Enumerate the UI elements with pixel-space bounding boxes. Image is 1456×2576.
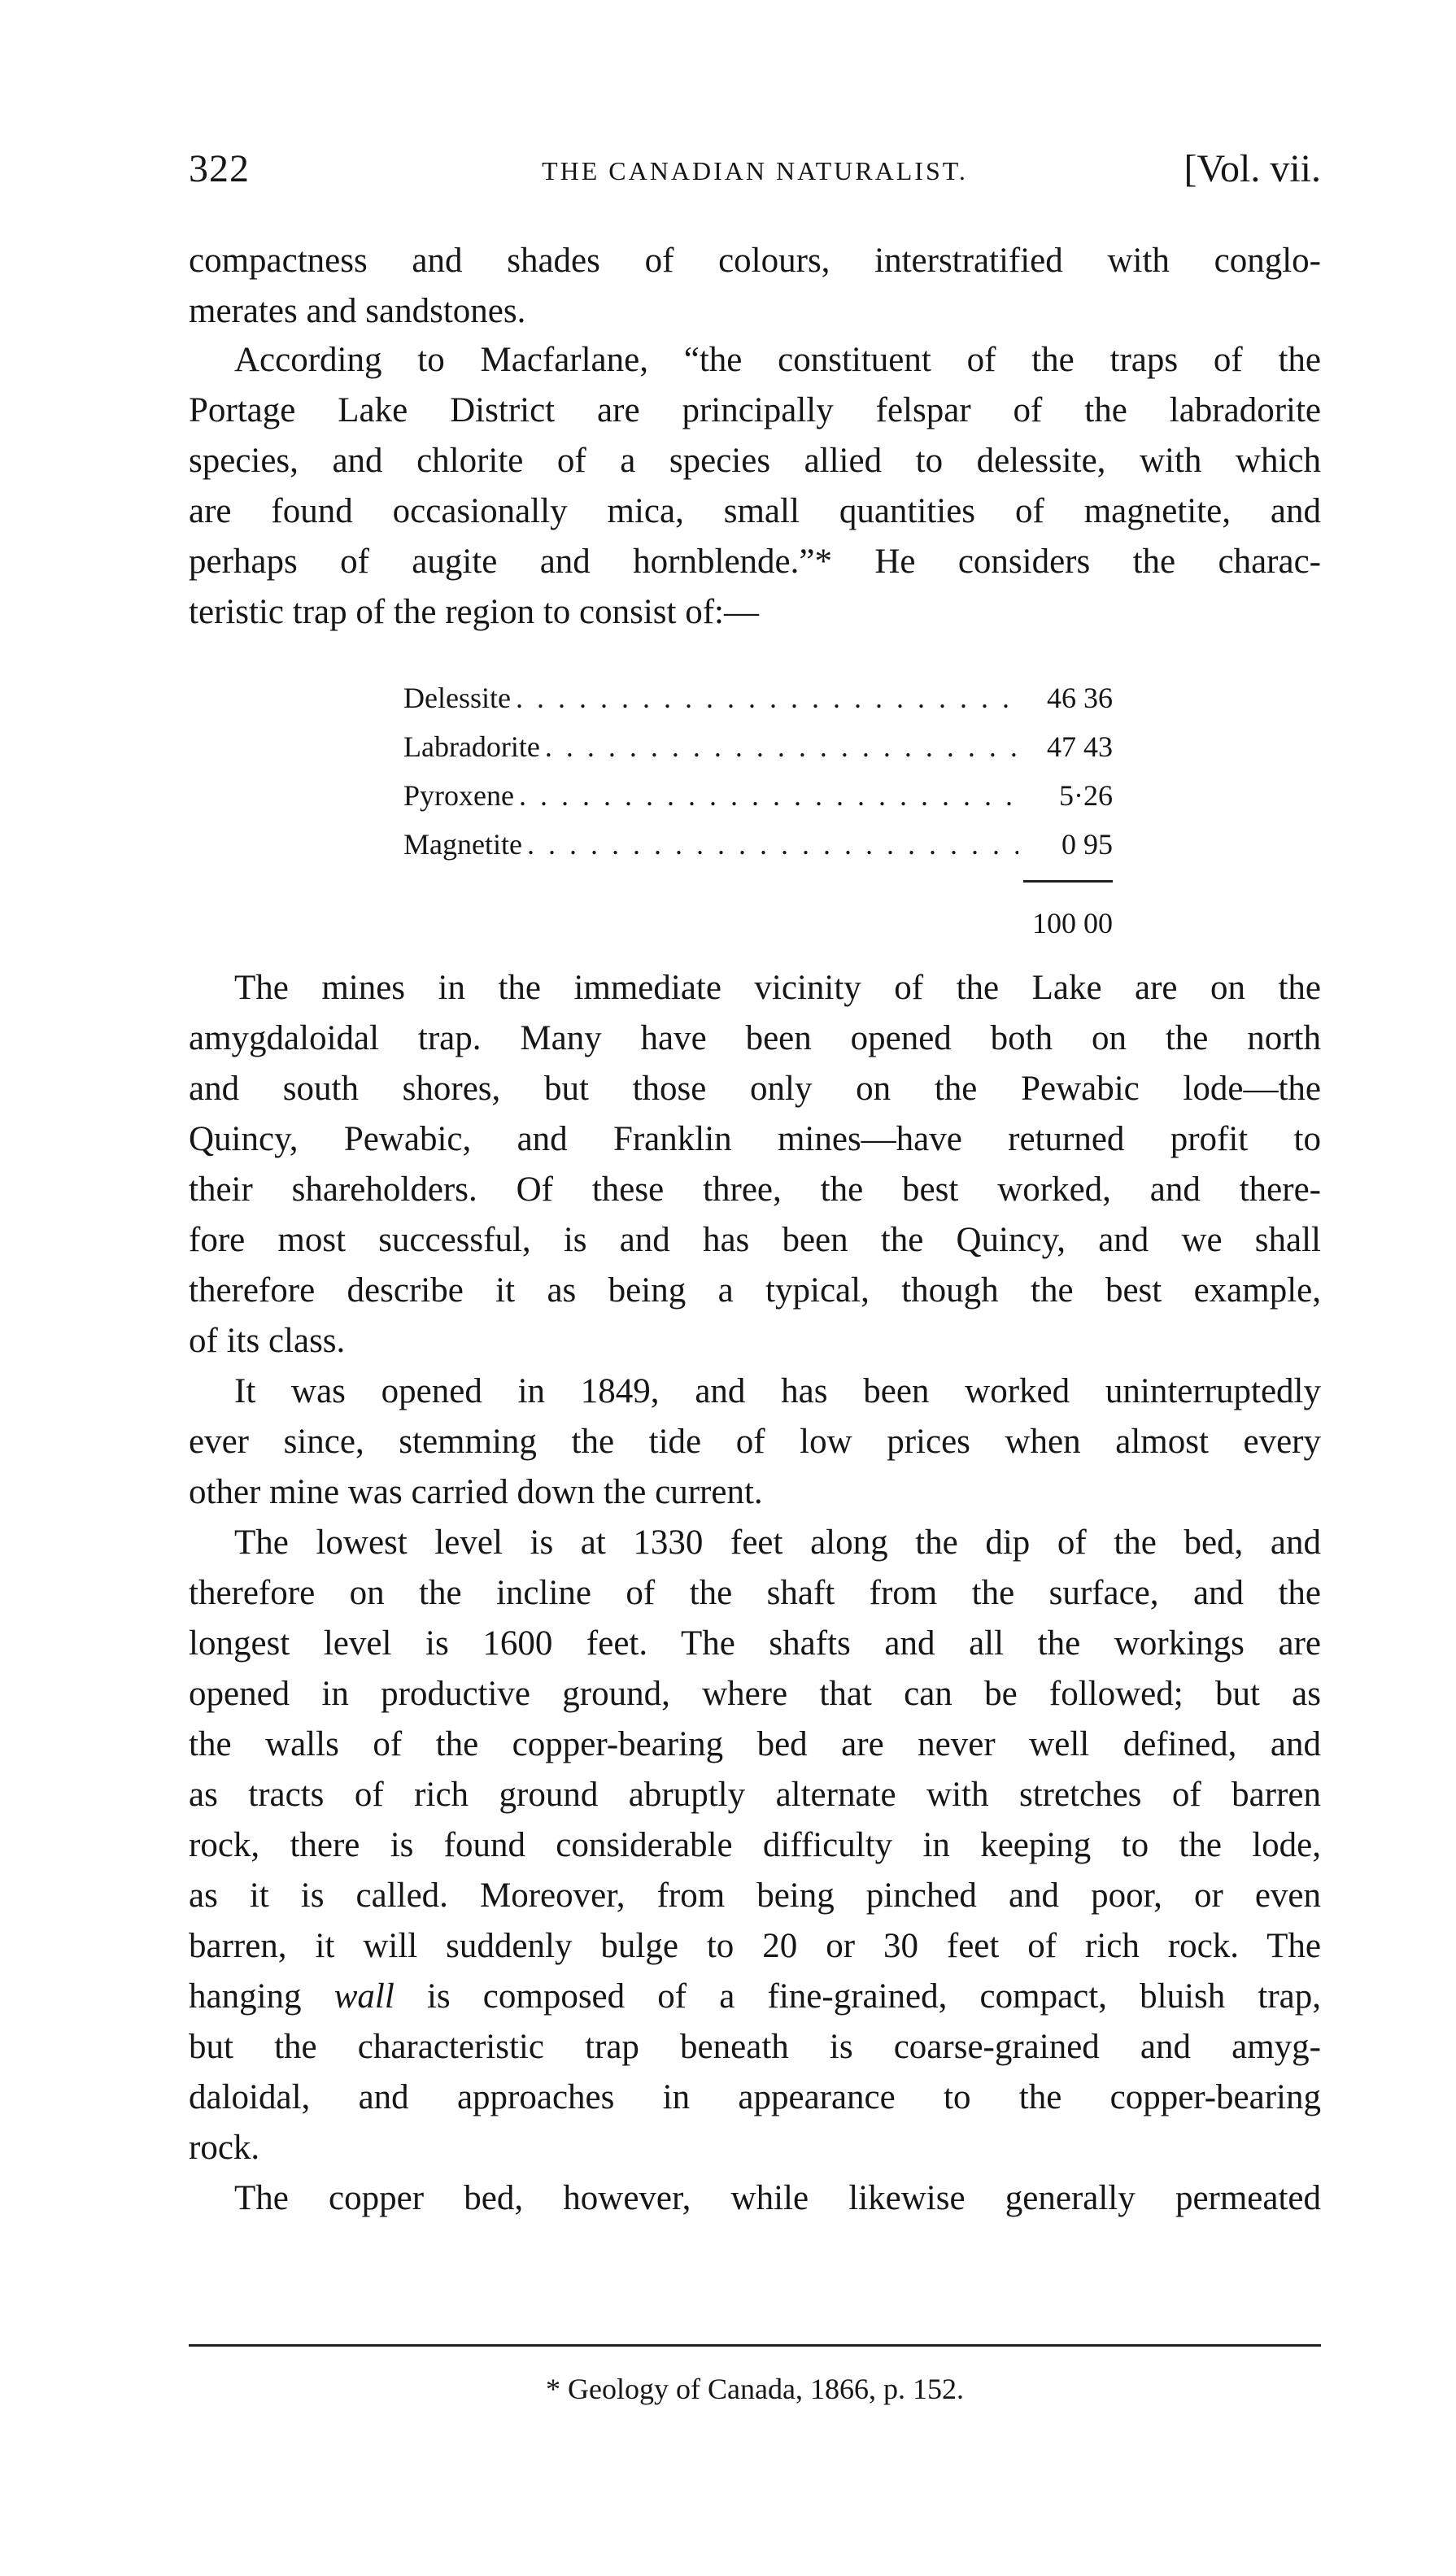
text-line: daloidal, and approaches in appearance to the copper-bearing: [189, 2078, 1321, 2116]
text-line: ever since, stemming the tide of low prices when almost every: [189, 1423, 1321, 1461]
table-row: [403, 673, 1113, 722]
text-line: The copper bed, however, while likewise generally permeated: [234, 2179, 1321, 2217]
body-text-main: [189, 963, 1321, 2224]
text-line: perhaps of augite and hornblende.”* He considers the charac-: [189, 543, 1321, 581]
running-head: [189, 146, 1321, 203]
mineral-name: Magnetite: [403, 828, 522, 861]
mineral-percent: 0 95: [1061, 828, 1113, 861]
text-line: The mines in the immediate vicinity of the Lake are on the: [234, 969, 1321, 1007]
paragraph-macfarlane: [189, 335, 1321, 638]
table-row: [403, 820, 1113, 869]
text-line: According to Macfarlane, “the constituent of the traps of the: [234, 341, 1321, 379]
mineral-name: Delessite: [403, 682, 511, 714]
italic-word: wall: [333, 1977, 395, 2016]
trap-composition-table: [403, 673, 1113, 869]
text-line: of its class.: [189, 1322, 346, 1360]
text-line: amygdaloidal trap. Many have been opened both on the north: [189, 1019, 1321, 1057]
text-line: rock.: [189, 2129, 260, 2167]
dot-leader: [516, 673, 1018, 722]
mineral-name: Pyroxene: [403, 779, 514, 812]
dot-leader: [545, 722, 1018, 771]
text-line: fore most successful, is and has been the Quincy, and we shall: [189, 1221, 1321, 1259]
text-line: as tracts of rich ground abruptly alternate with stretches of barren: [189, 1776, 1321, 1814]
footnote: * Geology of Canada, 1866, p. 152.: [546, 2373, 964, 2405]
mineral-percent: 5·26: [1059, 779, 1113, 812]
text-line: other mine was carried down the current.: [189, 1473, 763, 1511]
table-row: [403, 722, 1113, 771]
text-line: the walls of the copper-bearing bed are never well defined, and: [189, 1725, 1321, 1763]
text-fragment: is composed of a fine-grained, compact, bluish trap,: [394, 1977, 1321, 2016]
volume-label: [Vol. vii.: [1184, 147, 1321, 190]
text-line: Quincy, Pewabic, and Franklin mines—have returned profit to: [189, 1120, 1321, 1158]
text-line: and south shores, but those only on the Pewabic lode—the: [189, 1070, 1321, 1108]
text-line: therefore describe it as being a typical, though the best example,: [189, 1271, 1321, 1310]
sum-rule: [1023, 880, 1113, 883]
composition-total: 100 00: [1032, 907, 1113, 939]
text-line: species, and chlorite of a species allied to delessite, with which: [189, 442, 1321, 480]
text-line: rock, there is found considerable difficulty in keeping to the lode,: [189, 1826, 1321, 1864]
text-line: are found occasionally mica, small quantities of magnetite, and: [189, 492, 1321, 530]
text-line-with-italic: [189, 1972, 1321, 2022]
text-line: It was opened in 1849, and has been worked uninterruptedly: [234, 1372, 1321, 1410]
dot-leader: [519, 771, 1018, 820]
footnote-rule: [189, 2344, 1321, 2347]
text-line: barren, it will suddenly bulge to 20 or 30 feet of rich rock. The: [189, 1927, 1321, 1965]
mineral-percent: 46 36: [1047, 682, 1113, 714]
text-line: but the characteristic trap beneath is coarse-grained and amyg-: [189, 2028, 1321, 2066]
text-line: Portage Lake District are principally felspar of the labradorite: [189, 391, 1321, 429]
text-line: as it is called. Moreover, from being pinched and poor, or even: [189, 1876, 1321, 1915]
text-line: teristic trap of the region to consist of:—: [189, 593, 759, 631]
text-line: longest level is 1600 feet. The shafts and all the workings are: [189, 1624, 1321, 1663]
text-line: compactness and shades of colours, interstratified with conglo-: [189, 242, 1321, 280]
table-row: [403, 771, 1113, 820]
body-text-top: [189, 236, 1321, 337]
page-number: 322: [189, 147, 250, 190]
journal-title: THE CANADIAN NATURALIST.: [542, 156, 968, 185]
mineral-percent: 47 43: [1047, 730, 1113, 763]
text-fragment: hanging: [189, 1977, 334, 2016]
text-line: their shareholders. Of these three, the best worked, and there-: [189, 1170, 1321, 1209]
mineral-name: Labradorite: [403, 730, 540, 763]
text-line: The lowest level is at 1330 feet along the dip of the bed, and: [234, 1523, 1321, 1562]
text-line: opened in productive ground, where that can be followed; but as: [189, 1675, 1321, 1713]
text-line: merates and sandstones.: [189, 292, 526, 330]
text-line: therefore on the incline of the shaft from the surface, and the: [189, 1574, 1321, 1612]
dot-leader: [527, 820, 1018, 869]
